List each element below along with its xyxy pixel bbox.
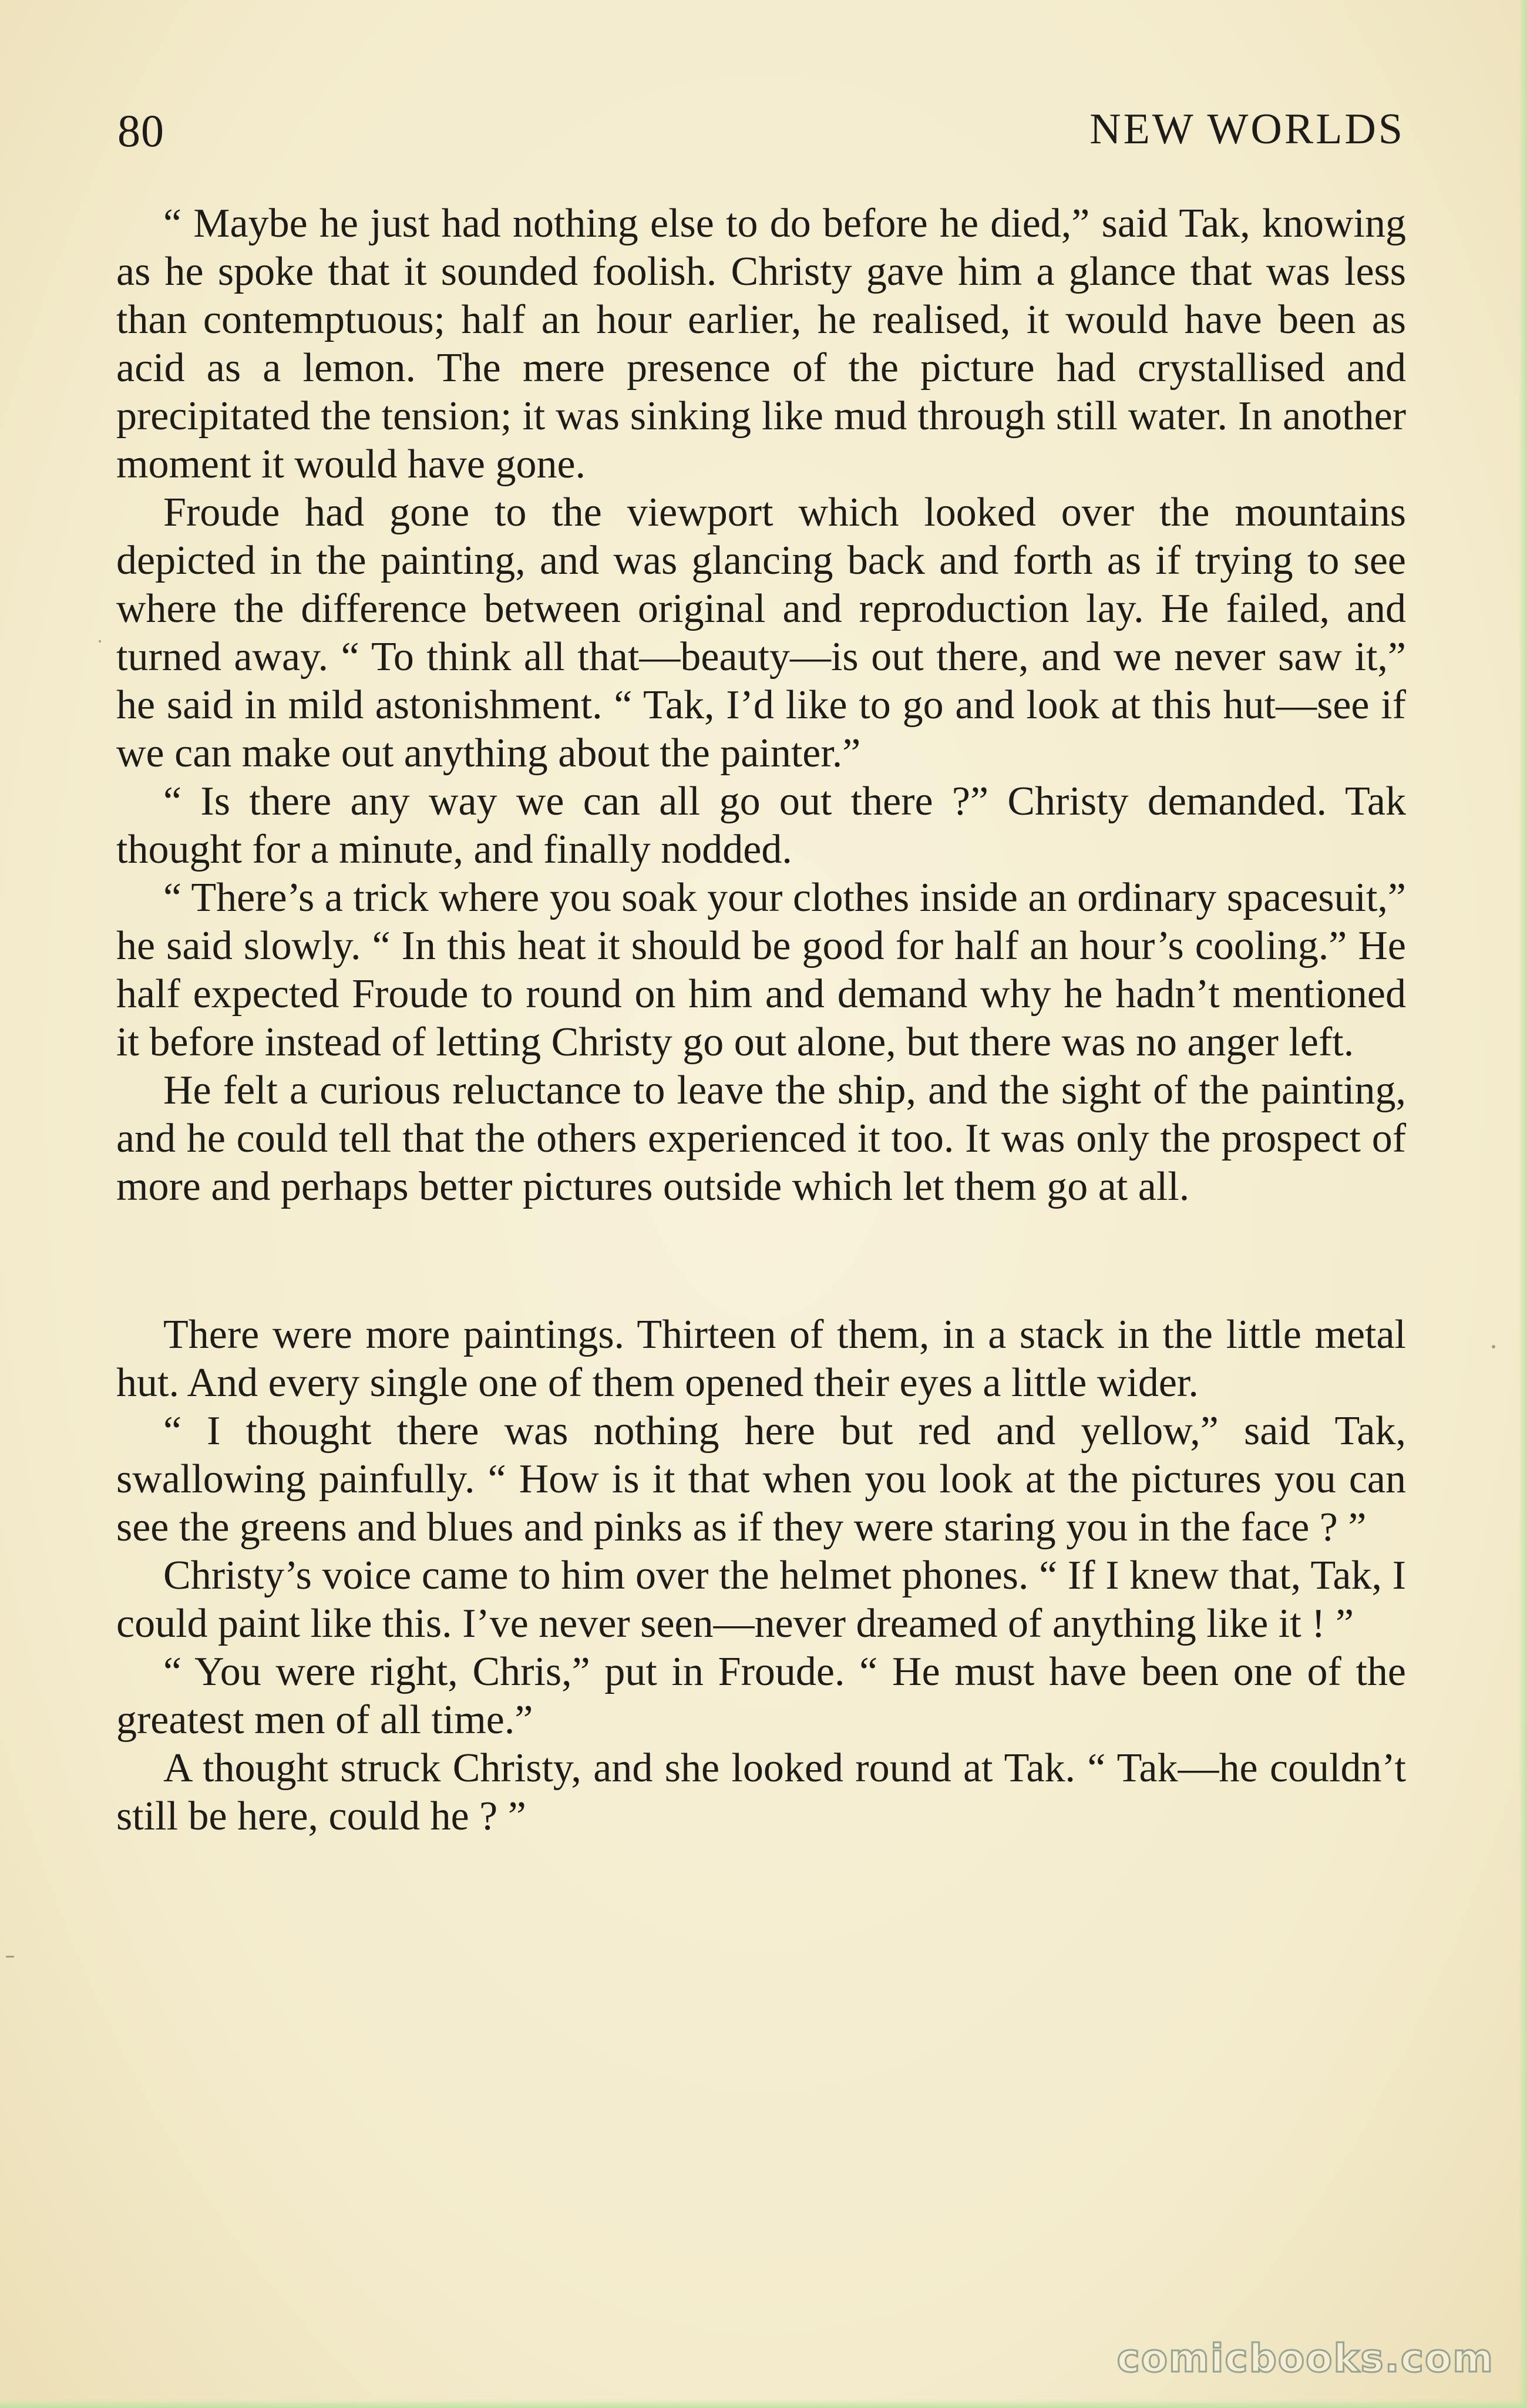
paper-speck (99, 640, 101, 643)
paragraph: “ You were right, Chris,” put in Froude. “ He must have been one of the greatest men of all time.” (116, 1649, 1406, 1743)
paper-speck (6, 1956, 14, 1958)
page-edge-tint-bottom (0, 2400, 1527, 2408)
running-head: NEW WORLDS (1089, 105, 1405, 153)
paragraph: “ Maybe he just had nothing else to do before he died,” said Tak, knowing as he spoke that it sounded foolish. Christy gave him a glance that was less than contemptuous; half an hour earlier, he realised, it would have been as acid as a lemon. The mere presence of the picture had crystallised and precipitated the tension; it was sinking like mud through still water. In another moment it would have gone. (116, 201, 1406, 487)
page-number: 80 (117, 105, 164, 156)
section-break (116, 1211, 1406, 1311)
page-edge-tint (1519, 0, 1527, 2408)
paragraph: “ I thought there was nothing here but red and yellow,” said Tak, swallowing painfully. “ How is it that when you look at the pictures you can see the greens and blues and pinks as if they were staring you in the face ? ” (116, 1408, 1406, 1550)
paragraph: Christy’s voice came to him over the helmet phones. “ If I knew that, Tak, I could paint like this. I’ve never seen—never dreamed of anything like it ! ” (116, 1553, 1406, 1646)
paragraph: He felt a curious reluctance to leave the ship, and the sight of the painting, and he could tell that the others experienced it too. It was only the prospect of more and perhaps better pictures outside which let them go at all. (116, 1068, 1406, 1209)
paragraph: “ There’s a trick where you soak your clothes inside an ordinary spacesuit,” he said slowly. “ In this heat it should be good for half an hour’s cooling.” He half expected Froude to round on him and demand why he hadn’t mentioned it before instead of letting Christy go out alone, but there was no anger left. (116, 875, 1406, 1065)
watermark: comicbooks.com (1116, 2336, 1494, 2381)
paragraph: Froude had gone to the viewport which looked over the mountains depicted in the painting, and was glancing back and forth as if trying to see where the difference between original and reproduction lay. He failed, and turned away. “ To think all that—beauty—is out there, and we never saw it,” he said in mild astonishment. “ Tak, I’d like to go and look at this hut—see if we can make out anything about the painter.” (116, 490, 1406, 776)
paragraph: A thought struck Christy, and she looked round at Tak. “ Tak—he couldn’t still be here, could he ? ” (116, 1746, 1406, 1839)
paragraph: “ Is there any way we can all go out there ?” Christy demanded. Tak thought for a minute, and finally nodded. (116, 779, 1406, 872)
body-text (116, 200, 1406, 1841)
paragraph: There were more paintings. Thirteen of them, in a stack in the little metal hut. And every single one of them opened their eyes a little wider. (116, 1312, 1406, 1405)
paper-speck (1492, 1345, 1495, 1348)
